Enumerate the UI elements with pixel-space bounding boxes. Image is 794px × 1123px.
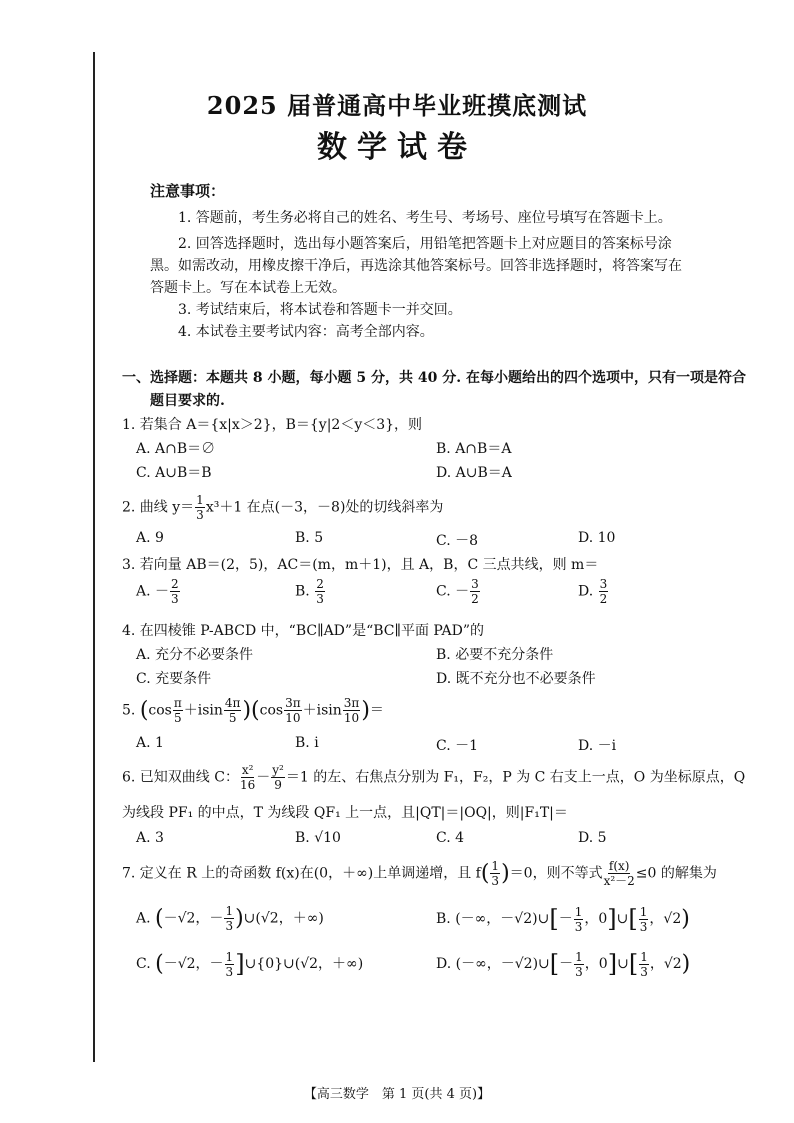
fraction: [470, 578, 480, 605]
frac-num: y²: [272, 763, 284, 777]
fraction: [271, 764, 285, 791]
frac-num: 1: [639, 904, 648, 919]
question-2-stem: [122, 494, 443, 521]
frac-den: 3: [171, 592, 179, 606]
notice-item: 1. 答题前，考生务必将自己的姓名、考生号、考场号、座位号填写在答题卡上。: [178, 210, 672, 226]
frac-num: 1: [575, 949, 583, 964]
q7-text: ≤0 的解集为: [635, 865, 717, 882]
fraction: [639, 906, 649, 933]
q2-option-b: B. 5: [295, 530, 324, 546]
bracket-close: ]: [607, 905, 617, 933]
frac-den: 3: [640, 964, 648, 979]
frac-den: 2: [471, 592, 479, 606]
frac-num: 1: [491, 860, 500, 873]
bracket-close: ]: [235, 950, 245, 978]
bracket-open: [: [628, 950, 639, 978]
opt-text: A.: [136, 910, 156, 927]
fraction: [170, 578, 180, 605]
notice-item: 2. 回答选择题时，选出每小题答案后，用铅笔把答题卡上对应题目的答案标号涂: [178, 236, 672, 252]
fraction: [195, 494, 205, 521]
question-1-stem: 1. 若集合 A＝{x|x＞2}，B＝{y|2＜y＜3}，则: [122, 417, 423, 433]
paren-open: (: [251, 698, 260, 723]
fraction: [343, 697, 361, 724]
fraction: [604, 860, 635, 887]
frac-num: 1: [640, 949, 648, 964]
section-heading-cont: 题目要求的.: [150, 393, 225, 409]
frac-den: 3: [491, 874, 500, 887]
opt-text: B. (－∞，－√2)∪: [436, 911, 550, 927]
frac-den: 3: [574, 919, 583, 934]
bracket-open: [: [549, 950, 560, 978]
q4-option-b: B. 必要不充分条件: [436, 647, 554, 663]
frac-den: 3: [639, 919, 648, 934]
question-7-stem: [122, 860, 782, 887]
frac-den: x²－2: [603, 874, 635, 887]
q7-option-a: [136, 905, 324, 932]
notice-item: 答题卡上。写在本试卷上无效。: [150, 280, 346, 296]
q7-option-c: [136, 950, 363, 978]
question-5-stem: [122, 697, 384, 724]
opt-label: B.: [295, 583, 315, 600]
q5-option-a: A. 1: [136, 735, 164, 751]
opt-text: ∪: [617, 956, 629, 972]
q5-option-d: D. －i: [578, 738, 617, 754]
q1-option-d: D. A∪B＝A: [436, 465, 512, 481]
bracket-open: [: [628, 905, 638, 933]
frac-den: 3: [196, 508, 204, 522]
fraction: [173, 697, 183, 724]
frac-den: 16: [239, 778, 256, 792]
notice-item: 4. 本试卷主要考试内容：高考全部内容。: [178, 324, 434, 340]
q6-option-d: D. 5: [578, 830, 607, 846]
opt-text: ∪(√2，＋∞): [243, 910, 324, 927]
opt-label: C. －: [436, 583, 470, 600]
frac-num: 4π: [224, 696, 241, 710]
opt-text: －: [559, 956, 574, 972]
opt-text: －: [558, 911, 573, 927]
fraction: [240, 764, 255, 791]
frac-num: 3π: [343, 696, 360, 710]
frac-num: 1: [225, 949, 234, 964]
q5-text: ＝: [369, 702, 384, 719]
frac-num: π: [173, 696, 182, 710]
q5-text: cos: [148, 702, 172, 719]
q5-option-b: B. i: [295, 735, 319, 751]
frac-den: 10: [285, 711, 301, 725]
margin-binding-line: [93, 52, 95, 1062]
opt-text: ∪{0}∪(√2，＋∞): [244, 956, 364, 972]
frac-num: 3: [471, 577, 479, 591]
paren-open: (: [155, 951, 164, 977]
opt-text: C.: [136, 956, 156, 972]
page-footer: 【高三数学 第 1 页(共 4 页)】: [303, 1087, 491, 1102]
q6-option-c: C. 4: [436, 830, 465, 846]
opt-label: A. －: [136, 583, 170, 600]
notice-item: 3. 考试结束后，将本试卷和答题卡一并交回。: [178, 302, 462, 318]
q4-option-d: D. 既不充分也不必要条件: [436, 671, 596, 687]
q2-option-a: A. 9: [136, 530, 164, 546]
q7-text: 7. 定义在 R 上的奇函数 f(x)在(0，＋∞)上单调递增，且 f: [122, 865, 481, 882]
section-heading: 一、选择题：本题共 8 小题，每小题 5 分，共 40 分. 在每小题给出的四个选项中，只有一项是符合: [122, 370, 746, 386]
opt-text: －√2，－: [163, 910, 224, 927]
opt-text: ，√2: [649, 911, 682, 927]
paren-close: ): [361, 698, 370, 723]
opt-text: ，0: [584, 956, 608, 972]
q1-option-a: A. A∩B＝∅: [136, 441, 216, 457]
exam-title: 2025 届普通高中毕业班摸底测试: [206, 91, 588, 120]
q6-text: －: [256, 769, 271, 786]
frac-num: x²: [241, 763, 254, 777]
fraction: [599, 578, 609, 605]
q5-option-c: C. －1: [436, 738, 479, 754]
frac-den: 2: [599, 592, 608, 606]
q6-text: ＝1 的左、右焦点分别为 F₁，F₂，P 为 C 右支上一点，O 为坐标原点，Q: [285, 769, 746, 786]
q5-number: 5.: [122, 702, 136, 719]
fraction: [490, 860, 500, 887]
q5-text: ＋isin: [183, 702, 223, 719]
frac-den: 10: [343, 711, 360, 725]
frac-num: 1: [196, 493, 204, 507]
q4-option-a: A. 充分不必要条件: [136, 647, 254, 663]
q6-text: 6. 已知双曲线 C：: [122, 769, 239, 786]
q5-text: ＋isin: [302, 702, 342, 719]
frac-den: 5: [174, 711, 182, 725]
question-6-stem: [122, 764, 745, 791]
question-3-stem: 3. 若向量 AB＝(2，5)，AC＝(m，m＋1)，且 A，B，C 三点共线，则 m＝: [122, 557, 599, 573]
q2-post: x³＋1 在点(－3，－8)处的切线斜率为: [205, 499, 444, 516]
q3-option-b: [295, 578, 326, 605]
q1-option-c: C. A∪B＝B: [136, 465, 212, 481]
q7-text: ＝0，则不等式: [509, 865, 603, 882]
opt-text: ∪: [616, 911, 629, 927]
opt-text: ，0: [584, 911, 608, 927]
fraction: [315, 578, 325, 605]
opt-text: D. (－∞，－√2)∪: [436, 956, 550, 972]
q3-option-a: [136, 578, 181, 605]
q7-option-d: [436, 950, 690, 978]
q2-option-d: D. 10: [578, 530, 616, 546]
fraction: [225, 951, 235, 978]
paren-open: (: [480, 861, 490, 886]
q3-option-c: [436, 578, 481, 605]
frac-num: 3π: [285, 696, 301, 710]
q3-option-d: [578, 578, 609, 605]
opt-text: －√2，－: [163, 956, 224, 972]
q6-option-b: B. √10: [295, 830, 341, 846]
q4-option-c: C. 充要条件: [136, 671, 212, 687]
fraction: [224, 697, 242, 724]
q5-text: cos: [259, 702, 284, 719]
opt-text: ，√2: [649, 956, 682, 972]
subject-title: 数学试卷: [317, 130, 477, 165]
fraction: [224, 905, 234, 932]
paren-close: ): [242, 698, 252, 723]
notice-heading: 注意事项：: [150, 182, 226, 200]
paren-close: ): [501, 861, 510, 886]
paren-close: ): [681, 906, 690, 932]
frac-num: 1: [225, 904, 234, 918]
frac-den: 3: [225, 964, 234, 979]
question-4-stem: 4. 在四棱锥 P-ABCD 中，“BC∥AD”是“BC∥平面 PAD”的: [122, 623, 485, 639]
fraction: [639, 951, 649, 978]
opt-label: D.: [578, 583, 598, 600]
frac-den: 5: [228, 711, 237, 725]
notice-item: 黑。如需改动，用橡皮擦干净后，再选涂其他答案标号。回答非选择题时，将答案写在: [150, 258, 682, 274]
paren-open: (: [155, 906, 164, 931]
frac-num: 1: [574, 904, 583, 919]
frac-den: 3: [225, 919, 234, 933]
bracket-open: [: [549, 905, 559, 933]
frac-num: 3: [599, 577, 608, 591]
frac-den: 3: [575, 964, 583, 979]
q2-pre: 2. 曲线 y＝: [122, 499, 195, 516]
frac-num: 2: [316, 577, 324, 591]
q7-option-b: [436, 905, 690, 933]
question-6-cont: 为线段 PF₁ 的中点，T 为线段 QF₁ 上一点，且|QT|＝|OQ|，则|F₁T|＝: [122, 805, 568, 821]
q1-option-b: B. A∩B＝A: [436, 441, 512, 457]
frac-den: 3: [316, 592, 324, 606]
frac-num: 2: [171, 577, 179, 591]
paren-close: ): [681, 951, 691, 977]
q2-option-c: C. －8: [436, 533, 479, 549]
q6-option-a: A. 3: [136, 830, 164, 846]
paren-close: ): [235, 906, 244, 931]
frac-num: f(x): [608, 860, 630, 873]
fraction: [574, 906, 584, 933]
fraction: [284, 697, 302, 724]
frac-den: 9: [274, 778, 282, 792]
fraction: [574, 951, 584, 978]
bracket-close: ]: [607, 950, 618, 978]
paren-open: (: [139, 698, 149, 723]
